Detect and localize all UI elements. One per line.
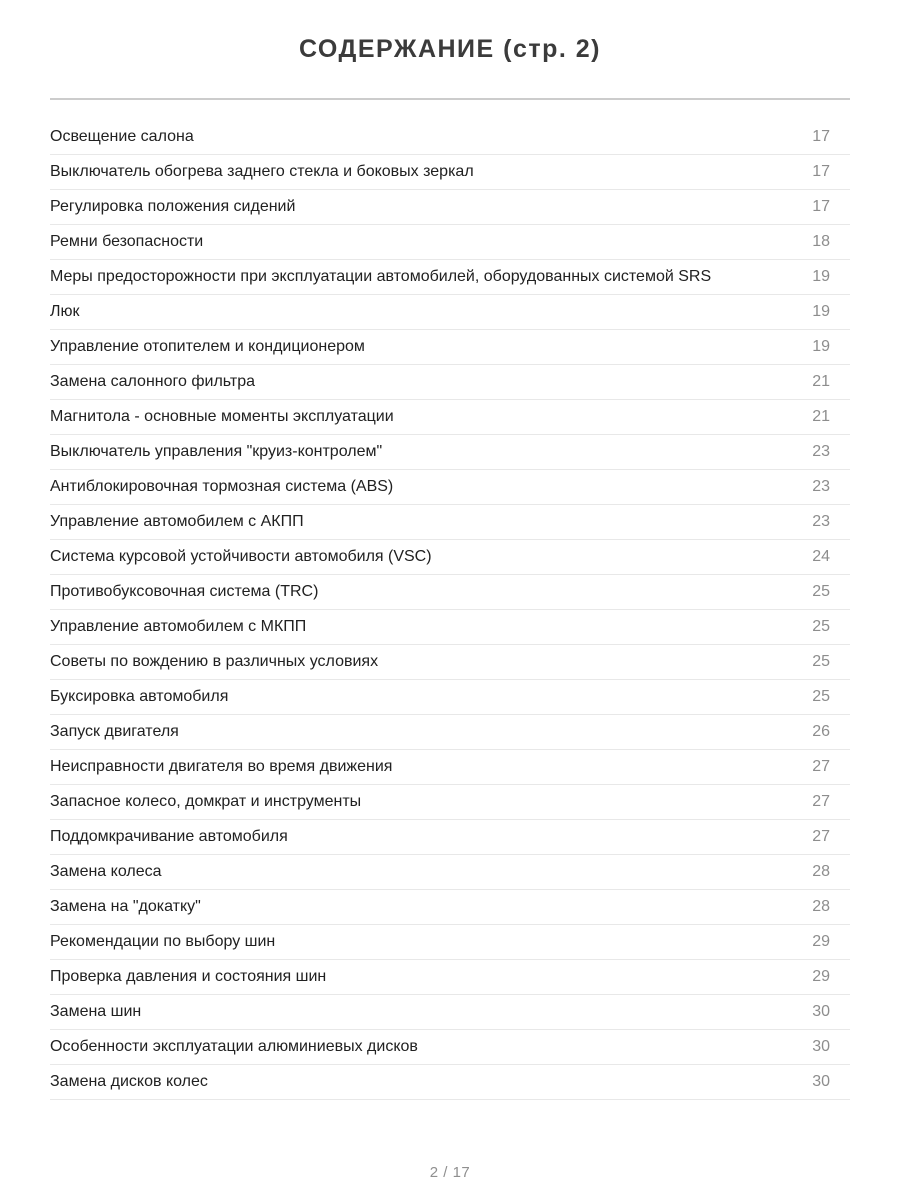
toc-row <box>50 820 850 855</box>
toc-page-number: 23 <box>812 478 830 495</box>
toc-item-title: Меры предосторожности при эксплуатации автомобилей, оборудованных системой SRS <box>50 268 712 285</box>
toc-list <box>50 120 850 1100</box>
toc-item-title: Противобуксовочная система (TRC) <box>50 583 319 600</box>
toc-item-title: Выключатель управления "круиз-контролем" <box>50 443 383 460</box>
toc-item-title: Запуск двигателя <box>50 723 179 740</box>
toc-row <box>50 855 850 890</box>
toc-page-number: 28 <box>812 898 830 915</box>
toc-page-number: 24 <box>812 548 830 565</box>
toc-row <box>50 470 850 505</box>
toc-item-title: Буксировка автомобиля <box>50 688 229 705</box>
toc-item-title: Ремни безопасности <box>50 233 204 250</box>
toc-row <box>50 190 850 225</box>
toc-page-number: 30 <box>812 1073 830 1090</box>
toc-row <box>50 1065 850 1100</box>
toc-page-number: 21 <box>812 408 830 425</box>
toc-item-title: Люк <box>50 303 80 320</box>
toc-item-title: Выключатель обогрева заднего стекла и боковых зеркал <box>50 163 474 180</box>
toc-row <box>50 715 850 750</box>
toc-page-number: 28 <box>812 863 830 880</box>
toc-row <box>50 155 850 190</box>
toc-row <box>50 540 850 575</box>
page-pagination: 2 / 17 <box>429 1164 471 1181</box>
toc-item-title: Замена салонного фильтра <box>50 373 255 390</box>
toc-item-title: Проверка давления и состояния шин <box>50 968 327 985</box>
toc-page-number: 27 <box>812 758 830 775</box>
toc-item-title: Регулировка положения сидений <box>50 198 296 215</box>
toc-item-title: Управление отопителем и кондиционером <box>50 338 365 355</box>
toc-page-number: 30 <box>812 1003 830 1020</box>
toc-page-number: 29 <box>812 933 830 950</box>
toc-page-number: 21 <box>812 373 830 390</box>
toc-page-number: 25 <box>812 618 830 635</box>
toc-item-title: Замена на "докатку" <box>50 898 201 915</box>
toc-page-number: 17 <box>812 163 830 180</box>
toc-page-number: 23 <box>812 443 830 460</box>
toc-row <box>50 610 850 645</box>
toc-item-title: Магнитола - основные моменты эксплуатации <box>50 408 394 425</box>
toc-page-number: 17 <box>812 198 830 215</box>
toc-page-number: 26 <box>812 723 830 740</box>
page-title: СОДЕРЖАНИЕ (стр. 2) <box>298 35 602 63</box>
toc-page-number: 25 <box>812 583 830 600</box>
toc-item-title: Запасное колесо, домкрат и инструменты <box>50 793 362 810</box>
toc-page-number: 19 <box>812 268 830 285</box>
toc-item-title: Замена колеса <box>50 863 162 880</box>
toc-item-title: Советы по вождению в различных условиях <box>50 653 379 670</box>
toc-item-title: Особенности эксплуатации алюминиевых дисков <box>50 1038 418 1055</box>
toc-row <box>50 680 850 715</box>
toc-row <box>50 365 850 400</box>
toc-item-title: Управление автомобилем с МКПП <box>50 618 307 635</box>
toc-item-title: Неисправности двигателя во время движения <box>50 758 393 775</box>
toc-row <box>50 645 850 680</box>
toc-page-number: 19 <box>812 338 830 355</box>
toc-page-number: 27 <box>812 828 830 845</box>
toc-item-title: Освещение салона <box>50 128 194 145</box>
toc-row <box>50 1030 850 1065</box>
toc-row <box>50 400 850 435</box>
toc-page-number: 29 <box>812 968 830 985</box>
toc-item-title: Управление автомобилем с АКПП <box>50 513 304 530</box>
toc-item-title: Система курсовой устойчивости автомобиля (VSC) <box>50 548 432 565</box>
toc-item-title: Замена шин <box>50 1003 142 1020</box>
toc-page-number: 30 <box>812 1038 830 1055</box>
toc-page-number: 27 <box>812 793 830 810</box>
toc-page-number: 25 <box>812 653 830 670</box>
toc-row <box>50 750 850 785</box>
header-divider <box>50 98 850 100</box>
toc-page-number: 23 <box>812 513 830 530</box>
toc-row <box>50 925 850 960</box>
toc-row <box>50 995 850 1030</box>
toc-row <box>50 785 850 820</box>
toc-row <box>50 890 850 925</box>
toc-page-number: 25 <box>812 688 830 705</box>
toc-item-title: Замена дисков колес <box>50 1073 208 1090</box>
toc-row <box>50 435 850 470</box>
toc-item-title: Поддомкрачивание автомобиля <box>50 828 288 845</box>
toc-row <box>50 505 850 540</box>
toc-row <box>50 120 850 155</box>
toc-row <box>50 960 850 995</box>
toc-row <box>50 225 850 260</box>
toc-item-title: Антиблокировочная тормозная система (ABS) <box>50 478 394 495</box>
toc-page-number: 19 <box>812 303 830 320</box>
toc-item-title: Рекомендации по выбору шин <box>50 933 276 950</box>
toc-row <box>50 330 850 365</box>
toc-page-number: 18 <box>812 233 830 250</box>
toc-row <box>50 295 850 330</box>
toc-page-number: 17 <box>812 128 830 145</box>
toc-row <box>50 575 850 610</box>
toc-row <box>50 260 850 295</box>
